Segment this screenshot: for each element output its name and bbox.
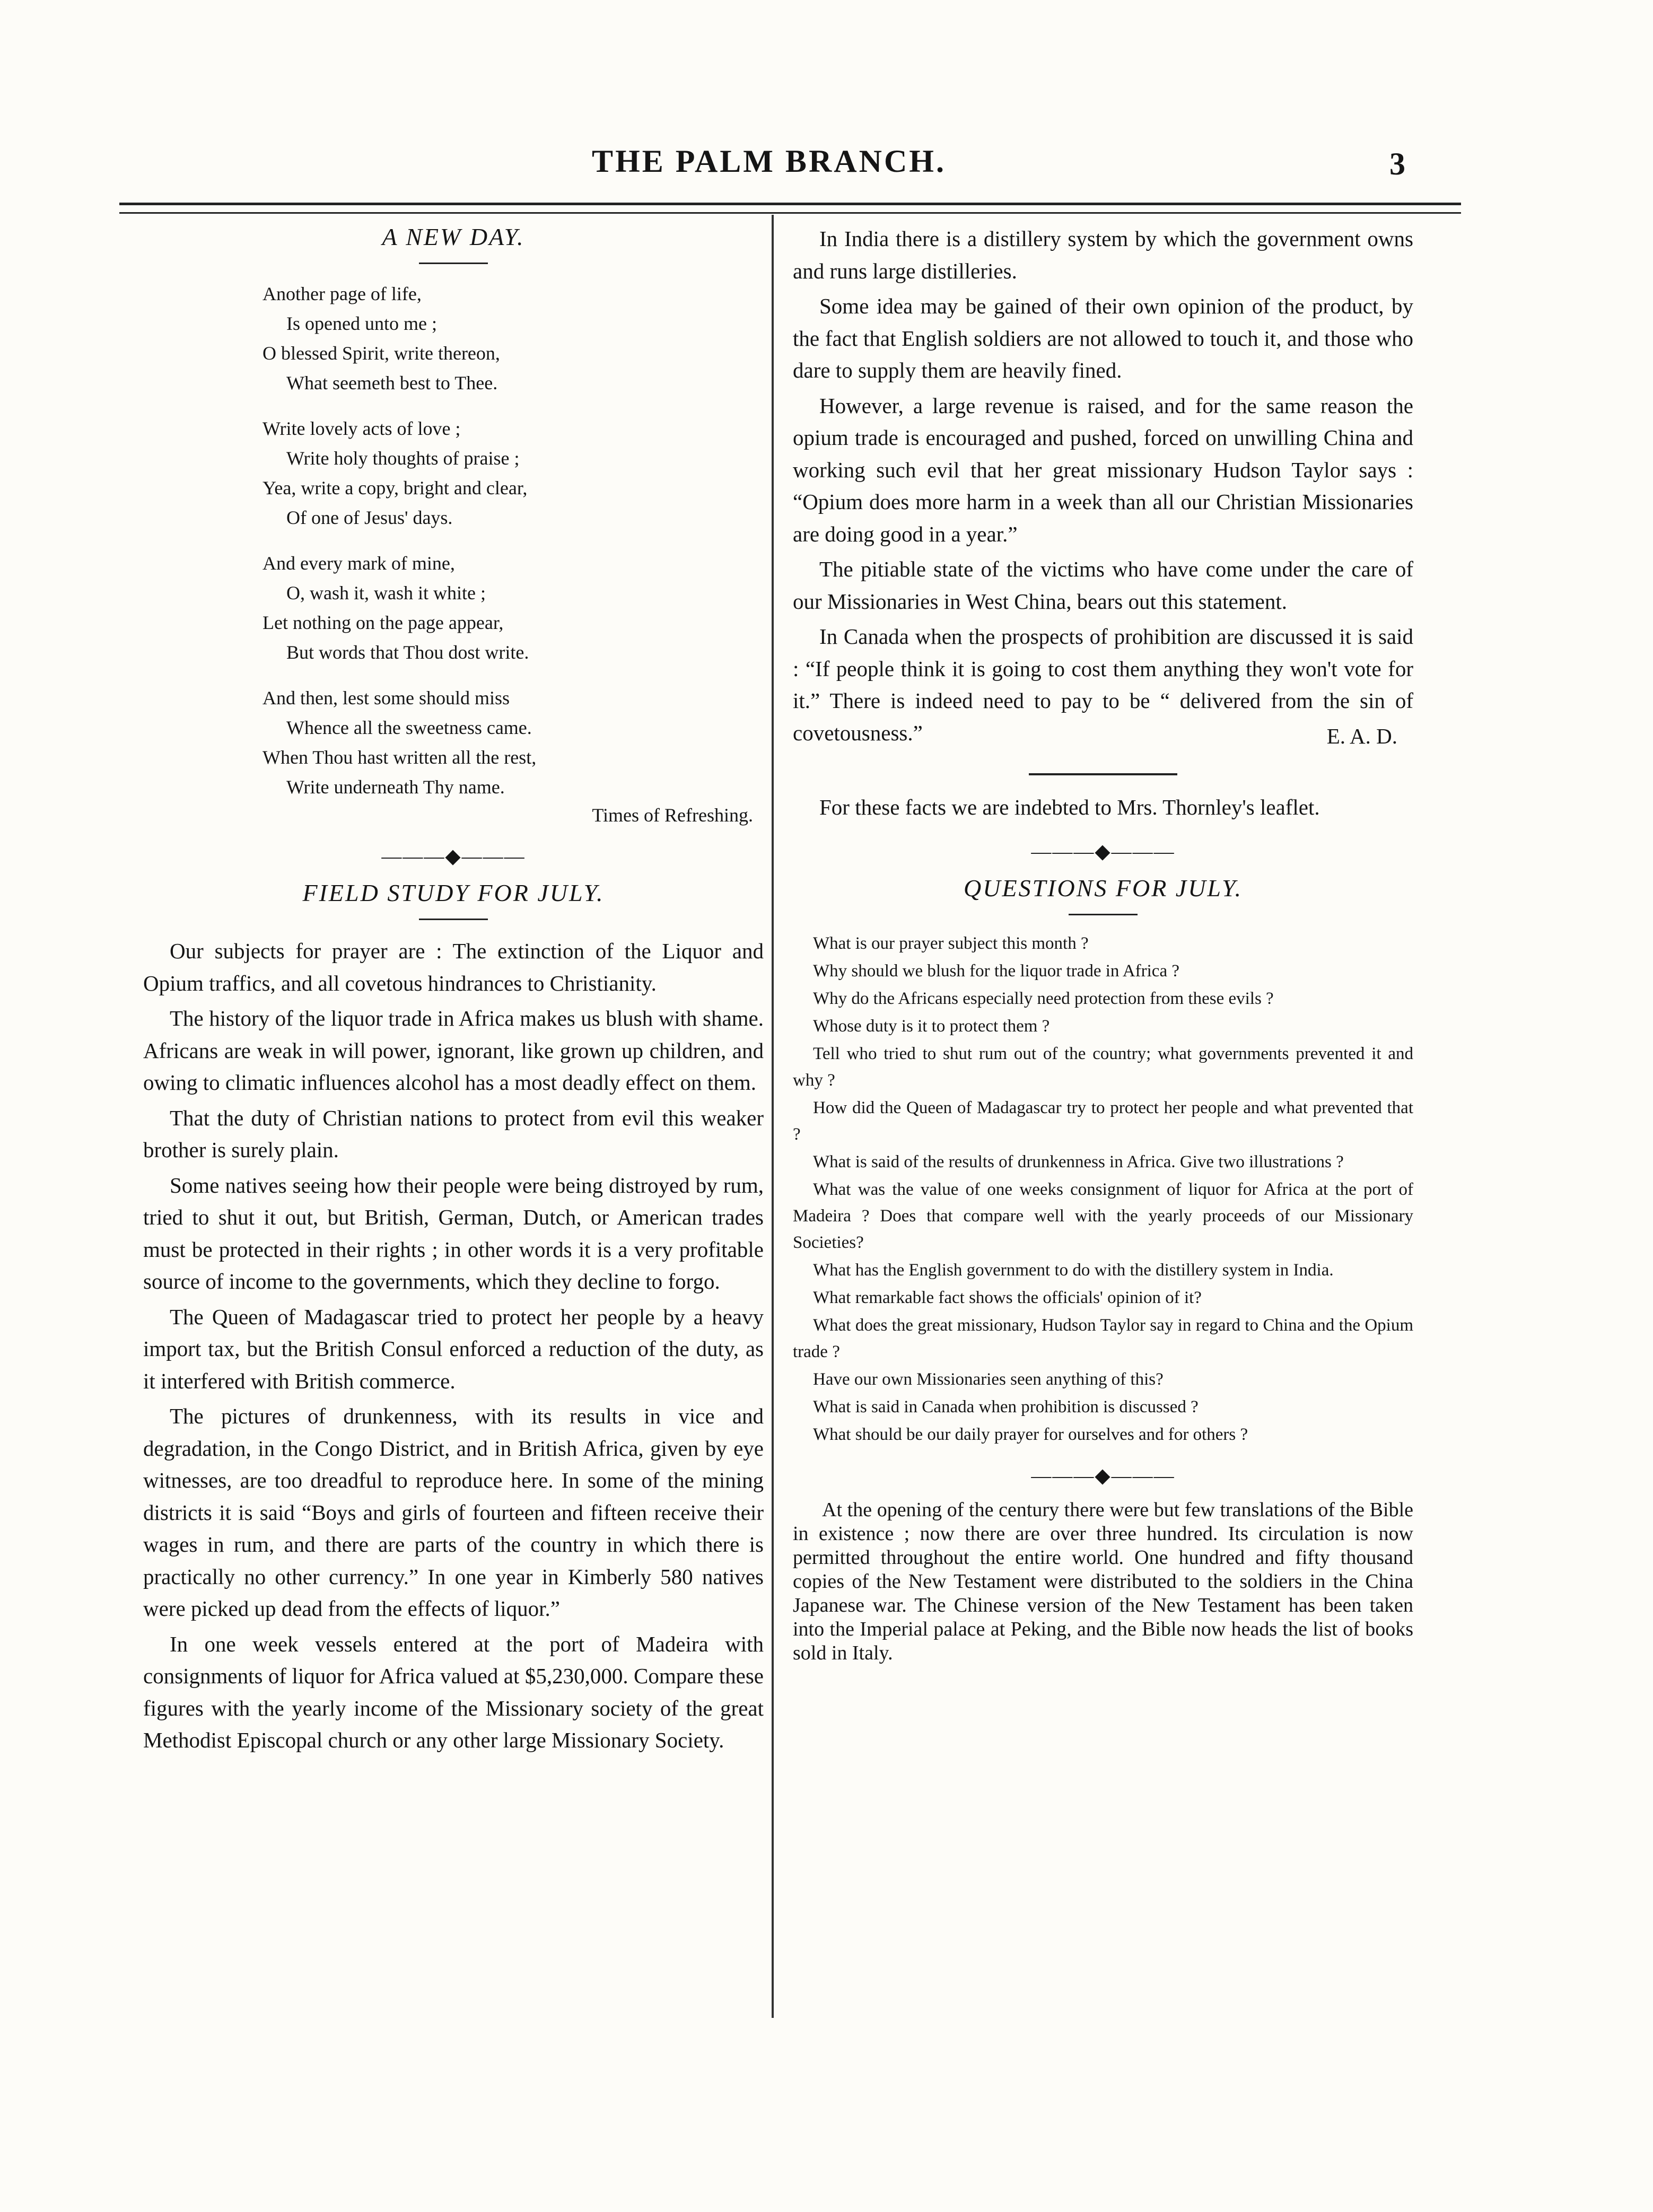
title-rule [419,919,488,920]
title-rule [1069,914,1138,915]
question-item: What is our prayer subject this month ? [813,933,1089,953]
poem-line: O, wash it, wash it white ; [286,582,486,604]
article-paragraph: The history of the liquor trade in Africa makes us blush with shame. Africans are weak in will power, ignorant, like grown up children, and owing to climatic influences alcohol has a most deadly effect on them. [143,1006,764,1095]
poem-line: Yea, write a copy, bright and clear, [263,477,528,499]
article-paragraph: That the duty of Christian nations to protect from evil this weaker brother is surely plain. [143,1105,764,1162]
section-rule [1029,773,1177,775]
article-signature: E. A. D. [1326,724,1397,748]
poem-line: And then, lest some should miss [263,687,510,709]
section-ornament: ———◆——— [381,845,526,868]
poem-line: Another page of life, [263,283,422,304]
poem-attribution: Times of Refreshing. [592,805,753,826]
right-column [793,223,1413,1665]
poem-stanza [263,279,764,398]
question-item: What was the value of one weeks consignment of liquor for Africa at the port of Madeira ? Does that compare well with the yearly proceeds of our Missionary Societies? [793,1179,1413,1252]
question-item: Tell who tried to shut rum out of the country; what governments prevented it and why ? [793,1044,1413,1090]
article-paragraph: Some idea may be gained of their own opinion of the product, by the fact that English soldiers are not allowed to touch it, and those who dare to supply them are heavily fined. [793,294,1413,382]
article-paragraph: In one week vessels entered at the port of Madeira with consignments of liquor for Africa valued at $5,230,000. Compare these figures with the yearly income of the Missionary society of the great Methodist Episcopal church or any other large Missionary Society. [143,1631,764,1752]
question-item: What does the great missionary, Hudson Taylor say in regard to China and the Opium trade ? [793,1315,1413,1361]
left-column [143,223,764,1760]
poem-stanza [263,548,764,667]
questions-list [793,930,1413,1448]
question-item: What is said of the results of drunkenness in Africa. Give two illustrations ? [813,1152,1344,1171]
poem-line: When Thou hast written all the rest, [263,747,537,768]
poem-line: But words that Thou dost write. [286,642,529,663]
article-paragraph: In Canada when the prospects of prohibition are discussed it is said : “If people think it is going to cost them anything they won't vote for it.” There is indeed need to pay to be “ delivered from the sin of covetousness.” [793,624,1413,745]
section-ornament: ———◆——— [1031,1464,1175,1487]
poem-line: Of one of Jesus' days. [286,507,453,528]
header-rule-bottom [119,212,1461,214]
article-paragraph: Some natives seeing how their people were being distroyed by rum, tried to shut it out, but British, German, Dutch, or American trades must be protected in their rights ; in other words it is a very profitable source of income to the governments, which they decline to forgo. [143,1173,764,1293]
question-item: What should be our daily prayer for ourselves and for others ? [813,1424,1248,1444]
column-divider [772,215,774,2018]
field-study-title: FIELD STUDY FOR JULY. [302,879,605,906]
question-item: Have our own Missionaries seen anything of this? [813,1369,1164,1389]
poem-line: O blessed Spirit, write thereon, [263,343,500,364]
poem-stanza [263,683,764,802]
article-paragraph: The Queen of Madagascar tried to protect her people by a heavy import tax, but the British Consul enforced a reduction of the duty, as it interfered with British commerce. [143,1304,764,1393]
article-paragraph: The pictures of drunkenness, with its results in vice and degradation, in the Congo District, and in British Africa, given by eye witnesses, are too dreadful to reproduce here. In some of the mining districts it is said “Boys and girls of fourteen and fifteen receive their wages in rum, and there are parts of the country in which there is practically no other currency.” In one year in Kimberly 580 natives were picked up dead from the effects of liquor.” [143,1404,764,1621]
question-item: How did the Queen of Madagascar try to protect her people and what prevented that ? [793,1098,1413,1144]
question-item: What is said in Canada when prohibition is discussed ? [813,1397,1199,1417]
question-item: Whose duty is it to protect them ? [813,1016,1050,1036]
header-rule-top [119,203,1461,205]
indebted-note: For these facts we are indebted to Mrs. Thornley's leaflet. [819,795,1320,819]
page-number: 3 [1389,146,1405,181]
masthead-title: THE PALM BRANCH. [592,144,946,179]
poem [263,279,764,802]
closing-paragraph: At the opening of the century there were but few translations of the Bible in existence ; now there are over three hundred. Its circulation is now permitted throughout the entire world. One hundred and fifty thousand copies of the New Testament were distributed to the soldiers in the China Japanese war. The Chinese version of the New Testament has been taken into the Imperial palace at Peking, and the Bible now heads the list of books sold in Italy. [793,1498,1413,1664]
poem-line: What seemeth best to Thee. [286,372,498,394]
poem-line: Let nothing on the page appear, [263,612,504,633]
section-ornament: ———◆——— [1031,840,1175,863]
question-item: Why should we blush for the liquor trade in Africa ? [813,961,1179,981]
question-item: What remarkable fact shows the officials' opinion of it? [813,1288,1202,1307]
poem-line: And every mark of mine, [263,553,455,574]
poem-stanza [263,414,764,532]
article-paragraph: The pitiable state of the victims who have come under the care of our Missionaries in West China, bears out this statement. [793,557,1413,614]
article-paragraph: In India there is a distillery system by which the government owns and runs large distilleries. [793,226,1413,283]
poem-line: Write lovely acts of love ; [263,418,461,439]
poem-line: Write holy thoughts of praise ; [286,448,520,469]
poem-line: Whence all the sweetness came. [286,717,532,738]
article-paragraph: However, a large revenue is raised, and for the same reason the opium trade is encouraged and pushed, forced on unwilling China and working such evil that her great missionary Hudson Taylor says : “Opium does more harm in a week than all our Christian Missionaries are doing good in a year.” [793,393,1413,546]
poem-line: Write underneath Thy name. [286,776,505,798]
questions-title: QUESTIONS FOR JULY. [964,874,1243,902]
title-rule [419,263,488,264]
question-item: What has the English government to do with the distillery system in India. [813,1260,1334,1280]
poem-line: Is opened unto me ; [286,313,437,334]
article-paragraph: Our subjects for prayer are : The extinction of the Liquor and Opium traffics, and all covetous hindrances to Christianity. [143,939,764,995]
poem-title: A NEW DAY. [382,223,525,250]
question-item: Why do the Africans especially need protection from these evils ? [813,989,1274,1008]
